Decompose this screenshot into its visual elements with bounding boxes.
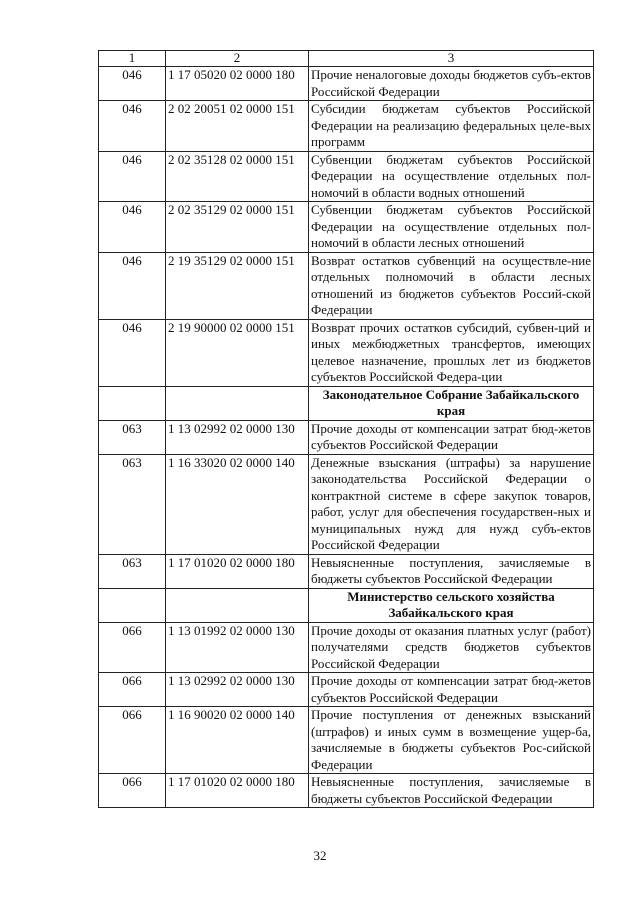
description-cell: Субвенции бюджетам субъектов Российской Федерации на осуществление отдельных пол-номочий в области лесных отношений [309,202,594,253]
table-row [99,319,594,386]
budget-code-cell: 2 19 90000 02 0000 151 [166,319,309,386]
admin-code-cell: 066 [99,673,166,707]
table-row [99,252,594,319]
table-row [99,101,594,152]
admin-code-cell: 046 [99,67,166,101]
budget-code-cell: 1 16 33020 02 0000 140 [166,454,309,554]
admin-code-cell: 046 [99,151,166,202]
description-cell: Прочие доходы от компенсации затрат бюд-жетов субъектов Российской Федерации [309,420,594,454]
table-row [99,707,594,774]
page-number: 32 [313,848,327,863]
header-cell-2: 2 [166,51,309,67]
budget-code-cell: 2 02 20051 02 0000 151 [166,101,309,152]
budget-code-cell: 2 19 35129 02 0000 151 [166,252,309,319]
header-cell-1: 1 [99,51,166,67]
table-row [99,622,594,673]
description-cell: Прочие поступления от денежных взысканий (штрафов) и иных сумм в возмещение ущер-ба, зачисляемые в бюджеты субъектов Рос-сийской Федерации [309,707,594,774]
admin-code-cell [99,588,166,622]
budget-code-cell [166,588,309,622]
description-cell: Возврат остатков субвенций на осуществле-ние отдельных полномочий в области лесных отношений из бюджетов субъектов Россий-ской Федерации [309,252,594,319]
budget-code-cell: 1 16 90020 02 0000 140 [166,707,309,774]
admin-code-cell: 046 [99,252,166,319]
revenue-classification-table [98,50,594,808]
description-cell: Субвенции бюджетам субъектов Российской Федерации на осуществление отдельных пол-номочий в области водных отношений [309,151,594,202]
admin-code-cell: 063 [99,420,166,454]
admin-code-cell: 063 [99,554,166,588]
table-row [99,454,594,554]
description-cell: Возврат прочих остатков субсидий, субвен-ций и иных межбюджетных трансфертов, имеющих целевое назначение, прошлых лет из бюджетов субъектов Российской Федера-ции [309,319,594,386]
description-cell: Невыясненные поступления, зачисляемые в бюджеты субъектов Российской Федерации [309,774,594,808]
admin-code-cell: 066 [99,774,166,808]
admin-code-cell: 046 [99,202,166,253]
description-cell: Прочие доходы от оказания платных услуг (работ) получателями средств бюджетов субъектов Российской Федерации [309,622,594,673]
budget-code-cell: 1 13 01992 02 0000 130 [166,622,309,673]
description-cell: Субсидии бюджетам субъектов Российской Федерации на реализацию федеральных целе-вых программ [309,101,594,152]
budget-code-cell: 1 13 02992 02 0000 130 [166,420,309,454]
section-heading-row [99,386,594,420]
description-cell: Прочие неналоговые доходы бюджетов субъ-ектов Российской Федерации [309,67,594,101]
table-row [99,673,594,707]
admin-code-cell: 046 [99,101,166,152]
section-title-cell: Министерство сельского хозяйства Забайкальского края [309,588,594,622]
table-row [99,774,594,808]
budget-code-cell: 2 02 35128 02 0000 151 [166,151,309,202]
budget-code-cell [166,386,309,420]
admin-code-cell: 066 [99,622,166,673]
budget-code-cell: 1 13 02992 02 0000 130 [166,673,309,707]
admin-code-cell: 046 [99,319,166,386]
table-row [99,202,594,253]
table-row [99,420,594,454]
budget-code-cell: 1 17 01020 02 0000 180 [166,554,309,588]
section-title-cell: Законодательное Собрание Забайкальского края [309,386,594,420]
budget-code-cell: 2 02 35129 02 0000 151 [166,202,309,253]
description-cell: Денежные взыскания (штрафы) за нарушение законодательства Российской Федерации о контрактной системе в сфере закупок товаров, работ, услуг для обеспечения государствен-ных и муниципальных нужд для нужд субъ-ектов Российской Федерации [309,454,594,554]
admin-code-cell: 066 [99,707,166,774]
description-cell: Невыясненные поступления, зачисляемые в бюджеты субъектов Российской Федерации [309,554,594,588]
budget-code-cell: 1 17 05020 02 0000 180 [166,67,309,101]
section-heading-row [99,588,594,622]
budget-code-cell: 1 17 01020 02 0000 180 [166,774,309,808]
header-cell-3: 3 [309,51,594,67]
admin-code-cell: 063 [99,454,166,554]
table-row [99,67,594,101]
description-cell: Прочие доходы от компенсации затрат бюд-жетов субъектов Российской Федерации [309,673,594,707]
table-header-row [99,51,594,67]
table-row [99,151,594,202]
admin-code-cell [99,386,166,420]
table-row [99,554,594,588]
